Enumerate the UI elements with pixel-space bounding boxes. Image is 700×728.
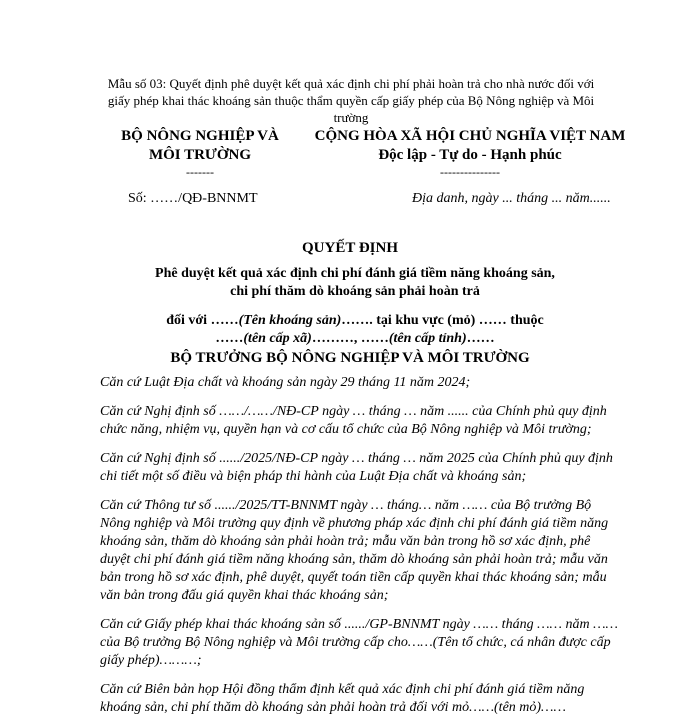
document-title: QUYẾT ĐỊNH: [302, 240, 398, 256]
subject-line-1: Phê duyệt kết quả xác định chi phí đánh giá tiềm năng khoáng sản,: [155, 266, 555, 281]
subject-line-4-mid: ………, ……: [311, 331, 389, 346]
subject-line-4-prefix: ……: [215, 331, 244, 346]
ministry-divider: -------: [186, 165, 214, 179]
republic-name: CỘNG HÒA XÃ HỘI CHỦ NGHĨA VIỆT NAM: [314, 128, 626, 144]
subject-line-3: [100, 312, 610, 330]
commune-name-placeholder: (tên cấp xã): [243, 331, 312, 346]
legal-basis-list: [100, 374, 620, 728]
document-number: Số: ……/QĐ-BNNMT: [128, 191, 258, 206]
issuing-authority-header: [100, 127, 300, 179]
subject-line-4: [100, 330, 610, 348]
national-header: [300, 127, 640, 179]
subject-line-3-suffix: ……. tại khu vực (mỏ) …… thuộc: [341, 313, 544, 328]
ministry-name-line1: BỘ NÔNG NGHIỆP VÀ: [121, 128, 279, 144]
subject-line-2: chi phí thăm dò khoáng sản phải hoàn trả: [230, 284, 480, 299]
legal-basis-item: Căn cứ Nghị định số ……/……/NĐ-CP ngày … tháng … năm ...... của Chính phủ quy định chức năng, nhiệm vụ, quyền hạn và cơ cấu tổ chức của Bộ Nông nghiệp và Môi trường;: [100, 404, 607, 437]
legal-basis-item: Căn cứ Nghị định số ....../2025/NĐ-CP ngày … tháng … năm 2025 của Chính phủ quy định chi tiết một số điều và biện pháp thi hành của Luật Địa chất và khoáng sản;: [100, 451, 613, 484]
subject-line-4-suffix: ……: [466, 331, 495, 346]
decision-subject: [100, 265, 610, 348]
province-name-placeholder: (tên cấp tỉnh): [388, 331, 467, 346]
subject-line-3-prefix: đối với ……: [166, 313, 239, 328]
legal-basis-item: Căn cứ Thông tư số ....../2025/TT-BNNMT ngày … tháng… năm …… của Bộ trưởng Bộ Nông nghiệp và Môi trường quy định về phương pháp xác định chi phí đánh giá tiềm năng khoáng sản, thăm dò khoáng sản phải hoàn trả; mẫu văn bản trong hồ sơ xác định, phê duyệt chi phí đánh giá tiềm năng khoáng sản, thăm dò khoáng sản phải hoàn trả; mẫu văn bản trong hồ sơ xác định, phê duyệt, quyết toán tiền cấp quyền khai thác khoáng sản; mẫu văn bản trong đấu giá quyền khai thác khoáng sản;: [100, 498, 609, 603]
signing-authority-heading: BỘ TRƯỞNG BỘ NÔNG NGHIỆP VÀ MÔI TRƯỜNG: [170, 350, 530, 366]
legal-basis-item: Căn cứ Biên bản họp Hội đồng thẩm định kết quả xác định chi phí đánh giá tiềm năng khoáng sản, chi phí thăm dò khoáng sản phải hoàn trả đối với mỏ……(tên mỏ)……: [100, 682, 585, 715]
legal-basis-item: Căn cứ Luật Địa chất và khoáng sản ngày 29 tháng 11 năm 2024;: [100, 375, 471, 390]
national-motto: Độc lập - Tự do - Hạnh phúc: [378, 147, 562, 163]
motto-divider: ---------------: [440, 165, 500, 179]
ministry-name-line2: MÔI TRƯỜNG: [148, 147, 252, 163]
legal-basis-item: Căn cứ Giấy phép khai thác khoáng sản số ....../GP-BNNMT ngày …… tháng …… năm …… của Bộ trưởng Bộ Nông nghiệp và Môi trường cấp cho……(Tên tổ chức, cá nhân được cấp giấy phép)………;: [100, 617, 618, 668]
form-template-note: Mẫu số 03: Quyết định phê duyệt kết quả xác định chi phí phải hoàn trả cho nhà nước đối với giấy phép khai thác khoáng sản thuộc thẩm quyền cấp giấy phép của Bộ Nông nghiệp và Môi trường: [107, 76, 595, 125]
place-and-date: Địa danh, ngày ... tháng ... năm......: [412, 191, 611, 206]
mineral-name-placeholder: (Tên khoáng sản): [238, 313, 342, 328]
